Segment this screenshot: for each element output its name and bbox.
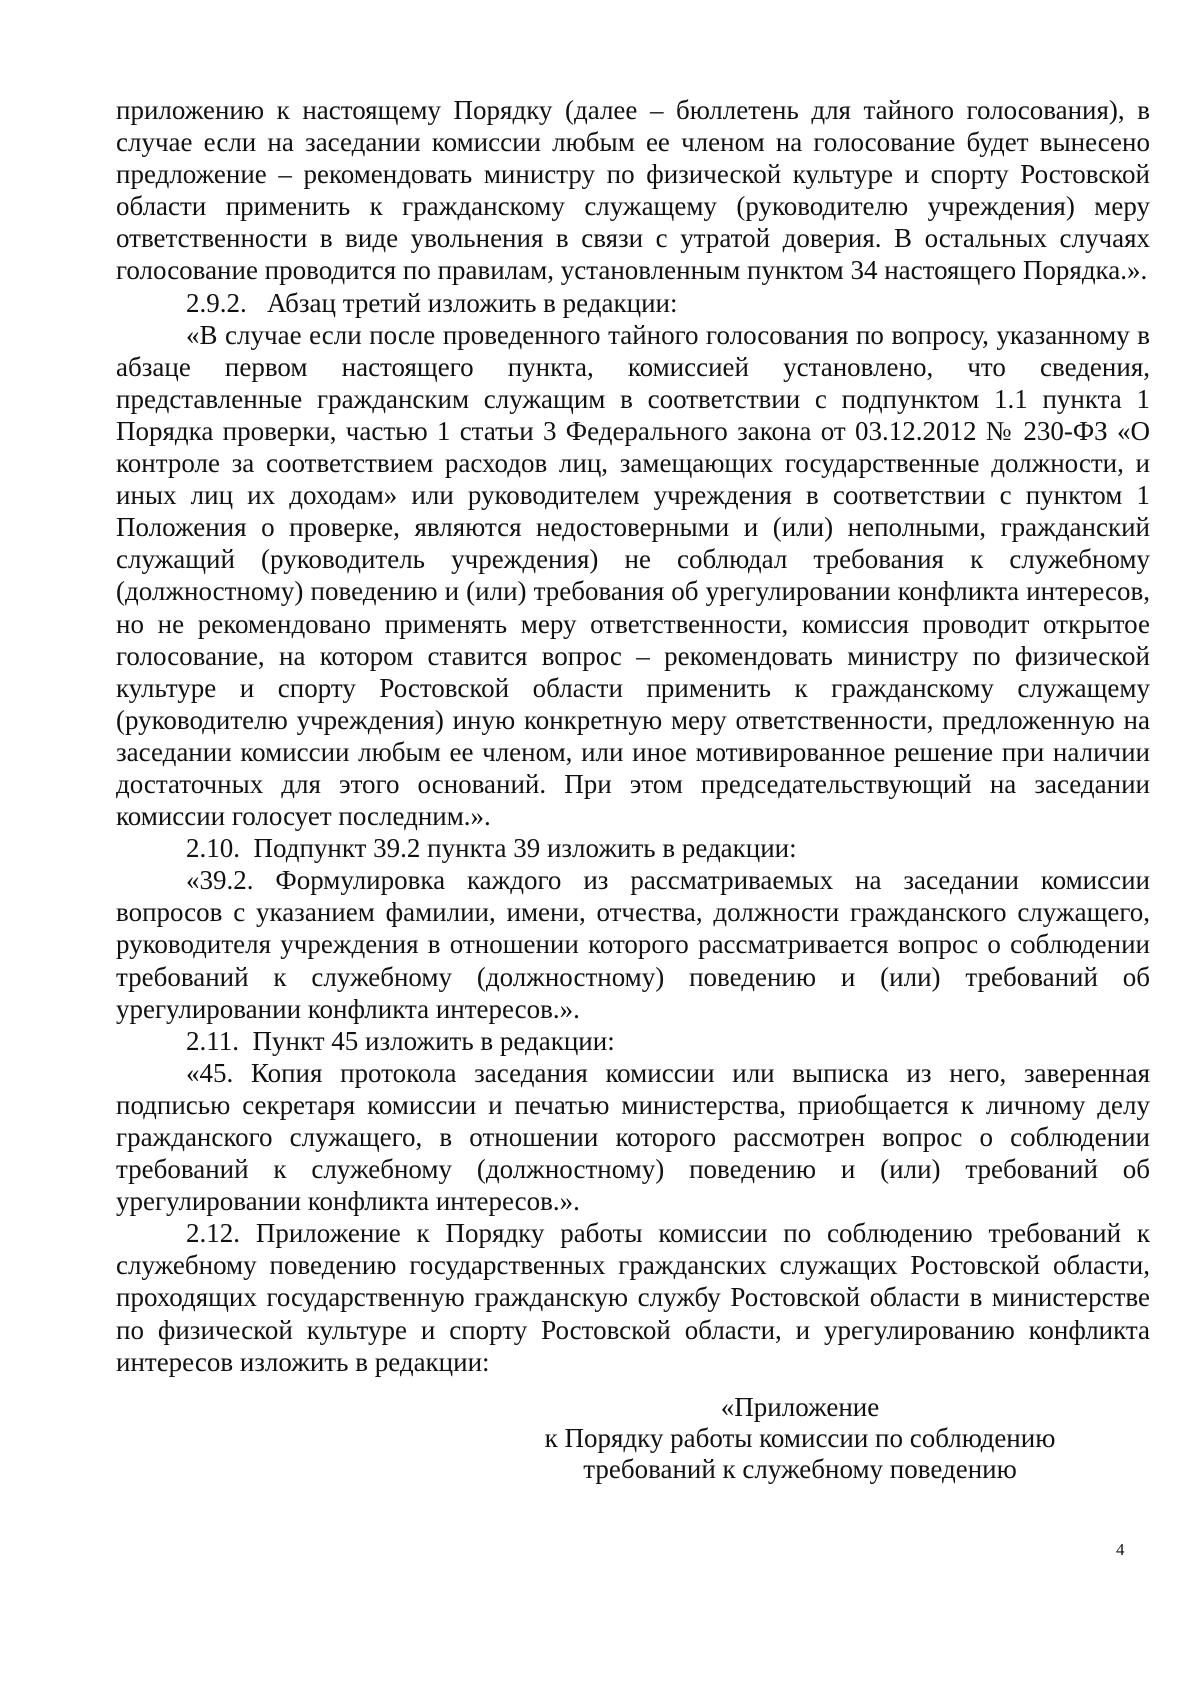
paragraph-2-12: 2.12. Приложение к Порядку работы комиссии по соблюдению требований к служебному поведению государственных гражданских служащих Ростовской области, проходящих государственную гражданскую службу Ростовской области в министерстве по физической культуре и спорту Ростовской области, и урегулированию конфликта интересов изложить в редакции:: [116, 1218, 1150, 1377]
appendix-title: «Приложение: [720, 1392, 880, 1422]
page-number: 4: [1116, 1540, 1125, 1559]
paragraph-45: «45. Копия протокола заседания комиссии или выписка из него, заверенная подписью секретаря комиссии и печатью министерства, приобщается к личному делу гражданского служащего, в отношении которого рассмотрен вопрос о соблюдении требований к служебному (должностному) поведению и (или) требований об урегулировании конфликта интересов.».: [116, 1057, 1150, 1217]
paragraph-continuation: приложению к настоящему Порядку (далее – бюллетень для тайного голосования), в случае если на заседании комиссии любым ее членом на голосование будет вынесено предложение – рекомендовать министру по физической культуре и спорту Ростовской области применить к гражданскому служащему (руководителю учреждения) меру ответственности в виде увольнения в связи с утратой доверия. В остальных случаях голосование проводится по правилам, установленным пунктом 34 настоящего Порядка.».: [116, 95, 1150, 286]
paragraph-39-2: «39.2. Формулировка каждого из рассматриваемых на заседании комиссии вопросов с указанием фамилии, имени, отчества, должности гражданского служащего, руководителя учреждения в отношении которого рассматривается вопрос о соблюдении требований к служебному (должностному) поведению и (или) требований об урегулировании конфликта интересов.».: [116, 865, 1150, 1024]
appendix-line-2: к Порядку работы комиссии по соблюдению: [544, 1423, 1056, 1453]
paragraph-secret-vote-result: «В случае если после проведенного тайного голосования по вопросу, указанному в абзаце первом настоящего пункта, комиссией установлено, что сведения, представленные гражданским служащим в соответствии с подпунктом 1.1 пункта 1 Порядка проверки, частью 1 статьи 3 Федерального закона от 03.12.2012 № 230-ФЗ «О контроле за соответствием расходов лиц, замещающих государственные должности, и иных лиц их доходам» или руководителем учреждения в соответствии с пунктом 1 Положения о проверке, являются недостоверными и (или) неполными, гражданский служащий (руководитель учреждения) не соблюдал требования к служебному (должностному) поведению и (или) требования об урегулировании конфликта интересов, но не рекомендовано применять меру ответственности, комиссия проводит открытое голосование, на котором ставится вопрос – рекомендовать министру по физической культуре и спорту Ростовской области применить к гражданскому служащему (руководителю учреждения) иную конкретную меру ответственности, предложенную на заседании комиссии любым ее членом, или иное мотивированное решение при наличии достаточных для этого оснований. При этом председательствующий на заседании комиссии голосует последним.».: [116, 319, 1150, 832]
document-body: [116, 94, 1150, 1378]
subheading-2-10: 2.10. Подпункт 39.2 пункта 39 изложить в редакции:: [186, 833, 797, 864]
subheading-2-11: 2.11. Пункт 45 изложить в редакции:: [186, 1025, 615, 1056]
appendix-header: [480, 1392, 1120, 1485]
subheading-2-9-2: 2.9.2. Абзац третий изложить в редакции:: [186, 287, 678, 318]
appendix-line-3: требований к служебному поведению: [583, 1454, 1017, 1484]
